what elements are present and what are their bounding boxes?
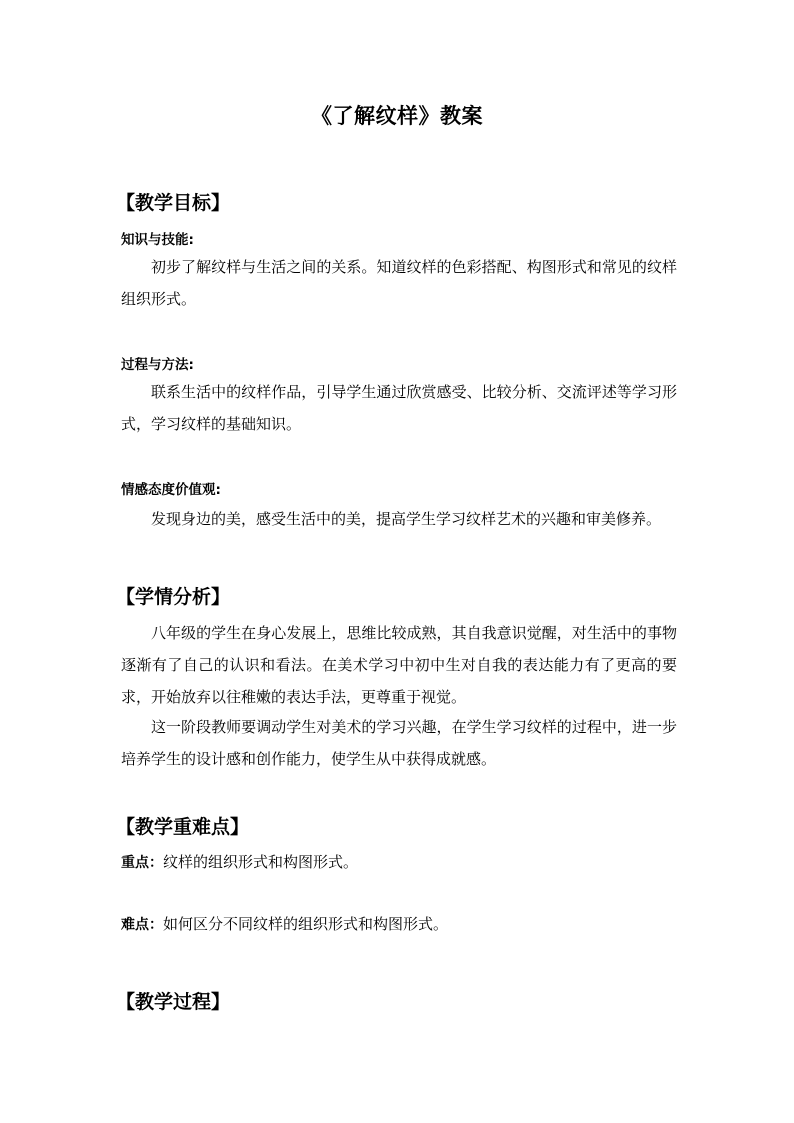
difficult-point-line	[121, 913, 448, 934]
knowledge-paragraph: 初步了解纹样与生活之间的关系。知道纹样的色彩搭配、构图形式和常见的纹样组织形式。	[121, 258, 677, 308]
key-point-line	[121, 851, 358, 872]
process-label: 过程与方法:	[121, 357, 194, 373]
analysis-paragraph-2: 这一阶段教师要调动学生对美术的学习兴趣，在学生学习纹样的过程中，进一步培养学生的设计感和创作能力，使学生从中获得成就感。	[121, 718, 677, 768]
section-heading-analysis: 【学情分析】	[116, 586, 231, 608]
section-heading-key-points: 【教学重难点】	[116, 816, 250, 838]
emotion-paragraph: 发现身边的美，感受生活中的美，提高学生学习纹样艺术的兴趣和审美修养。	[151, 510, 662, 528]
difficult-point-text: 如何区分不同纹样的组织形式和构图形式。	[163, 915, 449, 933]
section-heading-goals: 【教学目标】	[116, 192, 231, 214]
process-paragraph: 联系生活中的纹样作品，引导学生通过欣赏感受、比较分析、交流评述等学习形式，学习纹样的基础知识。	[121, 383, 677, 433]
key-point-text: 纹样的组织形式和构图形式。	[163, 853, 359, 871]
key-point-label: 重点：	[121, 855, 163, 871]
section-heading-process: 【教学过程】	[116, 991, 231, 1013]
emotion-label: 情感态度价值观:	[121, 482, 221, 498]
knowledge-label: 知识与技能:	[121, 232, 194, 248]
difficult-point-label: 难点：	[121, 917, 163, 933]
analysis-paragraph-1: 八年级的学生在身心发展上，思维比较成熟，其自我意识觉醒，对生活中的事物逐渐有了自己的认识和看法。在美术学习中初中生对自我的表达能力有了更高的要求，开始放弃以往稚嫩的表达手法，更尊重于视觉。	[121, 624, 677, 706]
document-title: 《了解纹样》教案	[311, 104, 483, 128]
